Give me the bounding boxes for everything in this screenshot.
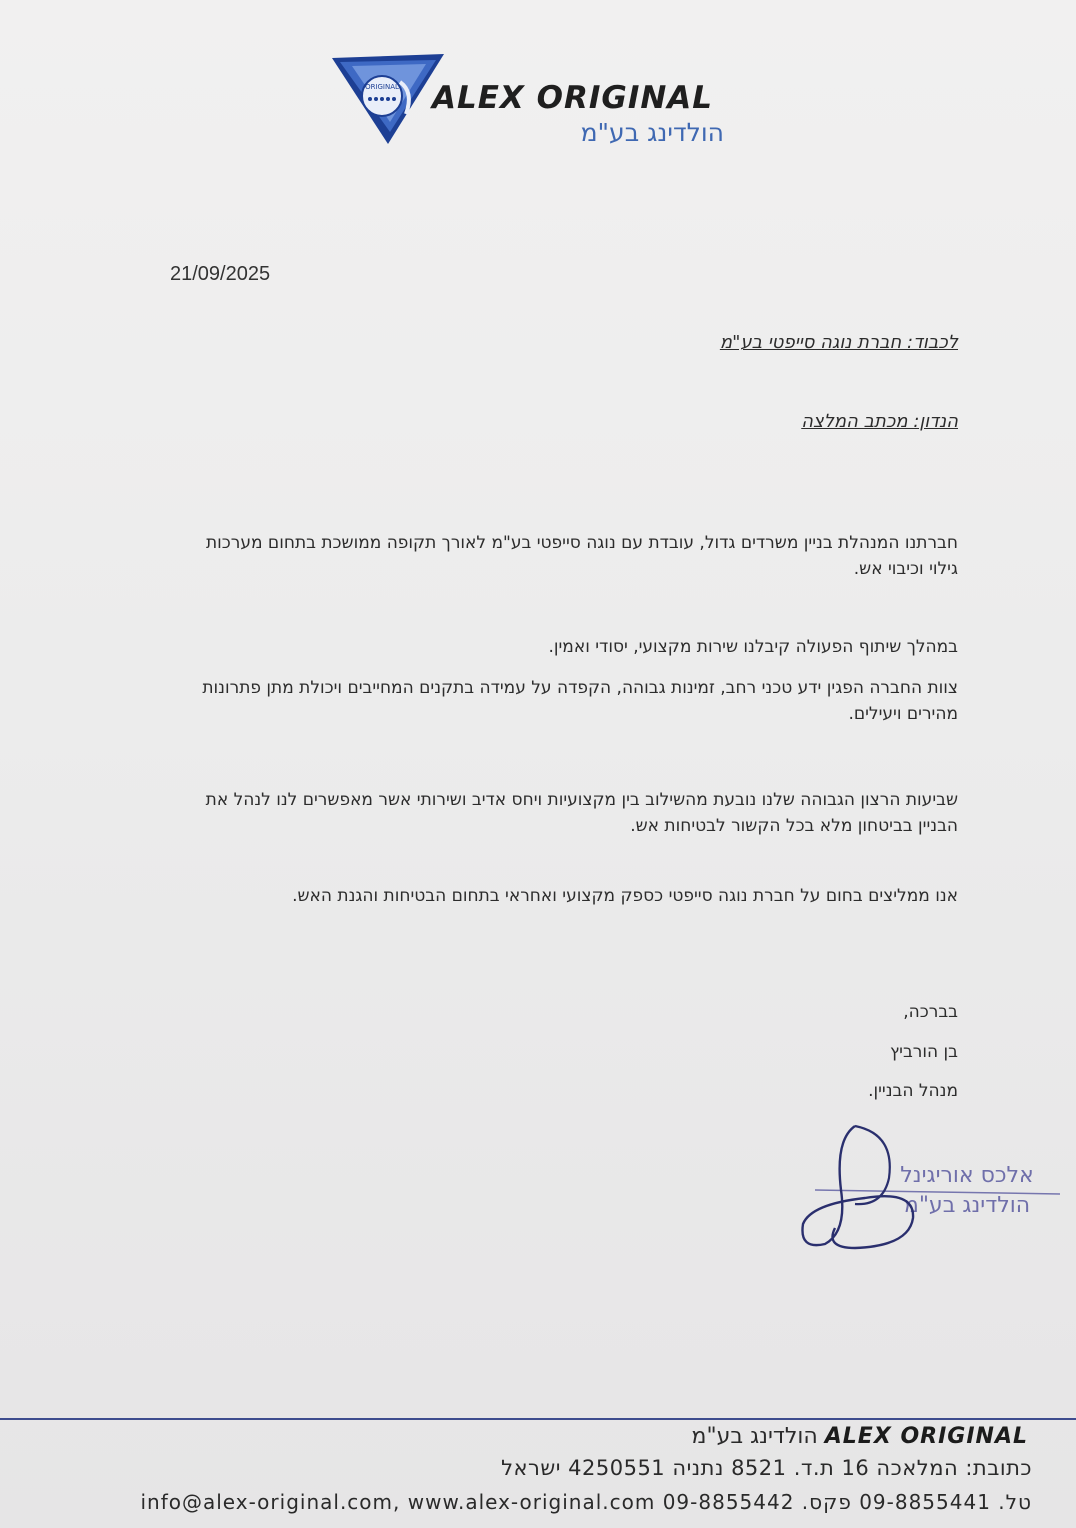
signer-name: בן הורביץ bbox=[890, 1042, 958, 1062]
triangle-crest-logo-icon bbox=[330, 52, 448, 148]
closing-greeting: בברכה, bbox=[903, 1002, 958, 1022]
svg-text:הולדינג בע"מ: הולדינג בע"מ bbox=[903, 1193, 1031, 1218]
company-stamp-with-signature bbox=[795, 1120, 1065, 1260]
body-paragraph-5: אנו ממליצים בחום על חברת נוגה סייפטי כספק מקצועי ואחראי בתחום הבטיחות והגנת האש. bbox=[292, 886, 958, 906]
footer-divider bbox=[0, 1418, 1076, 1420]
brand-subtitle: הולדינג בע"מ bbox=[580, 118, 724, 147]
footer-address: כתובת: המלאכה 16 ת.ד. 8521 נתניה 4250551 ישראל bbox=[501, 1456, 1032, 1480]
recipient-line: לכבוד: חברת נוגה סייפטי בע"מ bbox=[719, 332, 958, 353]
subject-line: הנדון: מכתב המלצה bbox=[801, 411, 958, 432]
footer-contact: טל. 09-8855441 פקס. 09-8855442 info@alex-original.com, www.alex-original.com bbox=[140, 1490, 1032, 1514]
body-paragraph-2: במהלך שיתוף הפעולה קיבלנו שירות מקצועי, יסודי ואמין. bbox=[548, 637, 958, 657]
body-paragraph-4: שביעות הרצון הגבוהה שלנו נובעת מהשילוב בין מקצועיות ויחס אדיב ושירותי אשר מאפשרים לנו לנהל את הבניין בביטחון מלא בכל הקשור לבטיחות אש. bbox=[205, 790, 958, 836]
footer-brand-subtitle: הולדינג בע"מ bbox=[691, 1424, 818, 1449]
svg-text:ORIGINAL: ORIGINAL bbox=[365, 83, 399, 91]
svg-text:אלכס אוריגינל: אלכס אוריגינל bbox=[900, 1163, 1034, 1188]
letter-date: 21/09/2025 bbox=[170, 263, 271, 285]
footer-brand-logo: ALEX ORIGINAL bbox=[824, 1424, 1028, 1449]
body-paragraph-3: צוות החברה הפגין ידע טכני רחב, זמינות גבוהה, הקפדה על עמידה בתקנים המחייבים ויכולת מתן פתרונות מהירים ויעילים. bbox=[202, 678, 958, 724]
footer-brand bbox=[692, 1424, 1028, 1449]
body-paragraph-1: חברתנו המנהלת בניין משרדים גדול, עובדת עם נוגה סייפטי בע"מ לאורך תקופה ממושכת בתחום מערכות גילוי וכיבוי אש. bbox=[205, 533, 958, 579]
brand-name: ALEX ORIGINAL bbox=[432, 80, 714, 116]
signer-title: מנהל הבניין. bbox=[868, 1081, 958, 1101]
